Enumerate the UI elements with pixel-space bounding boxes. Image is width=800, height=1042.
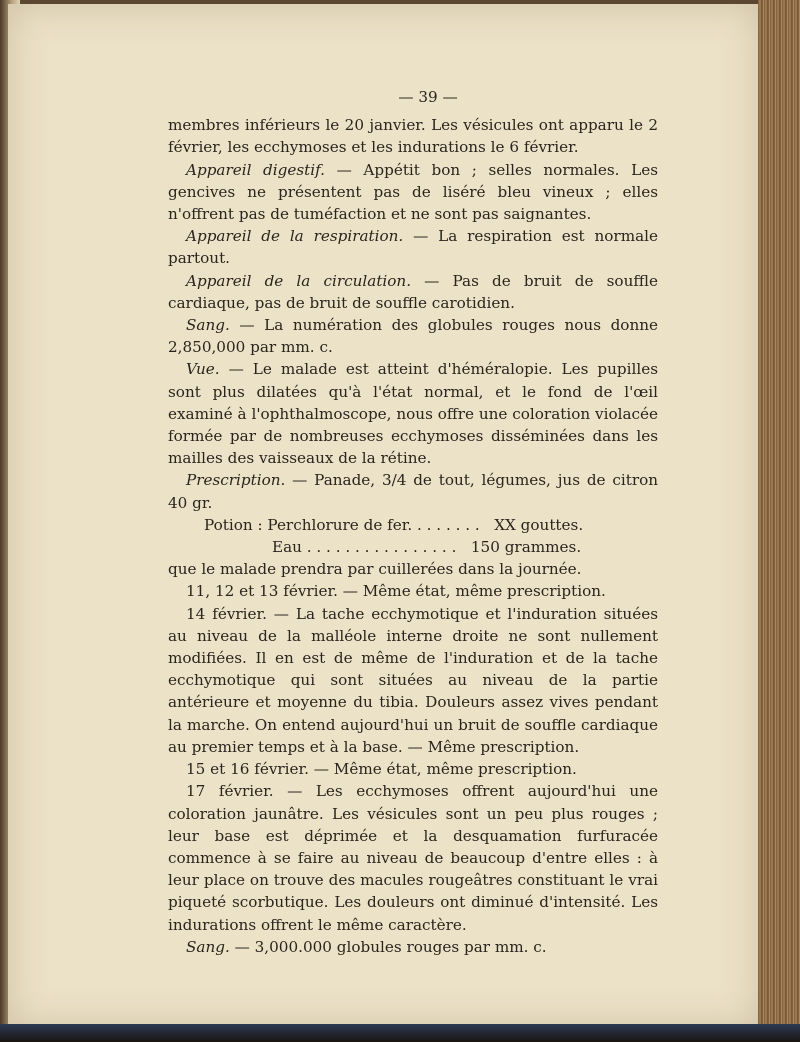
paragraph-text: que le malade prendra par cuillerées dans la journée. [168, 560, 582, 579]
paragraph-lead: Appareil de la circulation. [186, 271, 412, 290]
paragraph [168, 314, 658, 358]
paragraph [168, 159, 658, 226]
paragraph [168, 558, 658, 580]
paragraph-lead: Sang. [186, 937, 230, 956]
paragraph [168, 780, 658, 935]
paragraph-text: 17 février. — Les ecchymoses offrent aujourd'hui une coloration jaunâtre. Les vésicules sont un peu plus rouges ; leur base est déprimée et la desquamation furfuracée commence à se faire au niveau de beaucoup d'entre elles : à leur place on trouve des macules rougeâtres constituant le vrai piqueté scorbutique. Les douleurs ont diminué d'intensité. Les indurations offrent le même caractère. [168, 782, 658, 934]
paragraph-lead: Sang. [186, 316, 230, 335]
paragraph-text: 15 et 16 février. — Même état, même prescription. [186, 760, 577, 779]
paragraph [168, 225, 658, 269]
page-number: — 39 — [398, 88, 458, 106]
paragraph-text: — La numération des globules rouges nous donne 2,850,000 par mm. c. [168, 316, 658, 357]
paragraph [168, 603, 658, 758]
prescription-eau-line: Eau . . . . . . . . . . . . . . . . 150 grammes. [272, 538, 582, 557]
page-stack-edge [758, 0, 800, 1042]
paragraph-lead: Appareil digestif. [186, 160, 325, 179]
paragraph [168, 580, 658, 602]
paragraph [168, 469, 658, 513]
paragraph-text: — 3,000.000 globules rouges par mm. c. [229, 937, 547, 956]
paragraph-text: — Pas de bruit de souffle cardiaque, pas de bruit de souffle carotidien. [168, 271, 658, 312]
paragraph [168, 758, 658, 780]
prescription-potion-line: Potion : Perchlorure de fer. . . . . . . . XX gouttes. [204, 515, 584, 534]
paragraph-lead: Appareil de la respiration. [186, 227, 404, 246]
paragraph-list-2 [168, 558, 658, 958]
book-bottom-edge [0, 1024, 800, 1042]
paragraph-text: — La respiration est normale partout. [168, 227, 658, 268]
paragraph-text: 14 février. — La tache ecchymotique et l'induration situées au niveau de la malléole interne droite ne sont nullement modifiées. Il en est de même de l'induration et de la tache ecchymotique qui sont situées au niveau de la partie antérieure et moyenne du tibia. Douleurs assez vives pendant la marche. On entend aujourd'hui un bruit de souffle cardiaque au premier temps et à la base. — Même prescription. [168, 604, 658, 756]
paragraph [168, 936, 658, 958]
paragraph-list-1 [168, 114, 658, 514]
paragraph [168, 114, 658, 158]
paragraph-text: — Panade, 3/4 de tout, légumes, jus de citron 40 gr. [168, 471, 658, 512]
paragraph-text: — Appétit bon ; selles normales. Les gencives ne présentent pas de liséré bleu vineux ; elles n'offrent pas de tuméfaction et ne sont pas saignantes. [168, 160, 658, 224]
paragraph-text: — Le malade est atteint d'héméralopie. Les pupilles sont plus dilatées qu'à l'état normal, et le fond de l'œil examiné à l'ophthalmoscope, nous offre une coloration violacée formée par de nombreuses ecchymoses disséminées dans les mailles des vaisseaux de la rétine. [168, 360, 658, 468]
page-text [168, 86, 658, 958]
paragraph [168, 358, 658, 469]
paragraph-lead: Prescription. [186, 471, 286, 490]
paragraph-text: membres inférieurs le 20 janvier. Les vésicules ont apparu le 2 février, les ecchymoses et les indurations le 6 février. [168, 116, 658, 157]
paragraph [168, 270, 658, 314]
paragraph-text: 11, 12 et 13 février. — Même état, même prescription. [186, 582, 606, 601]
paragraph-lead: Vue. [186, 360, 220, 379]
